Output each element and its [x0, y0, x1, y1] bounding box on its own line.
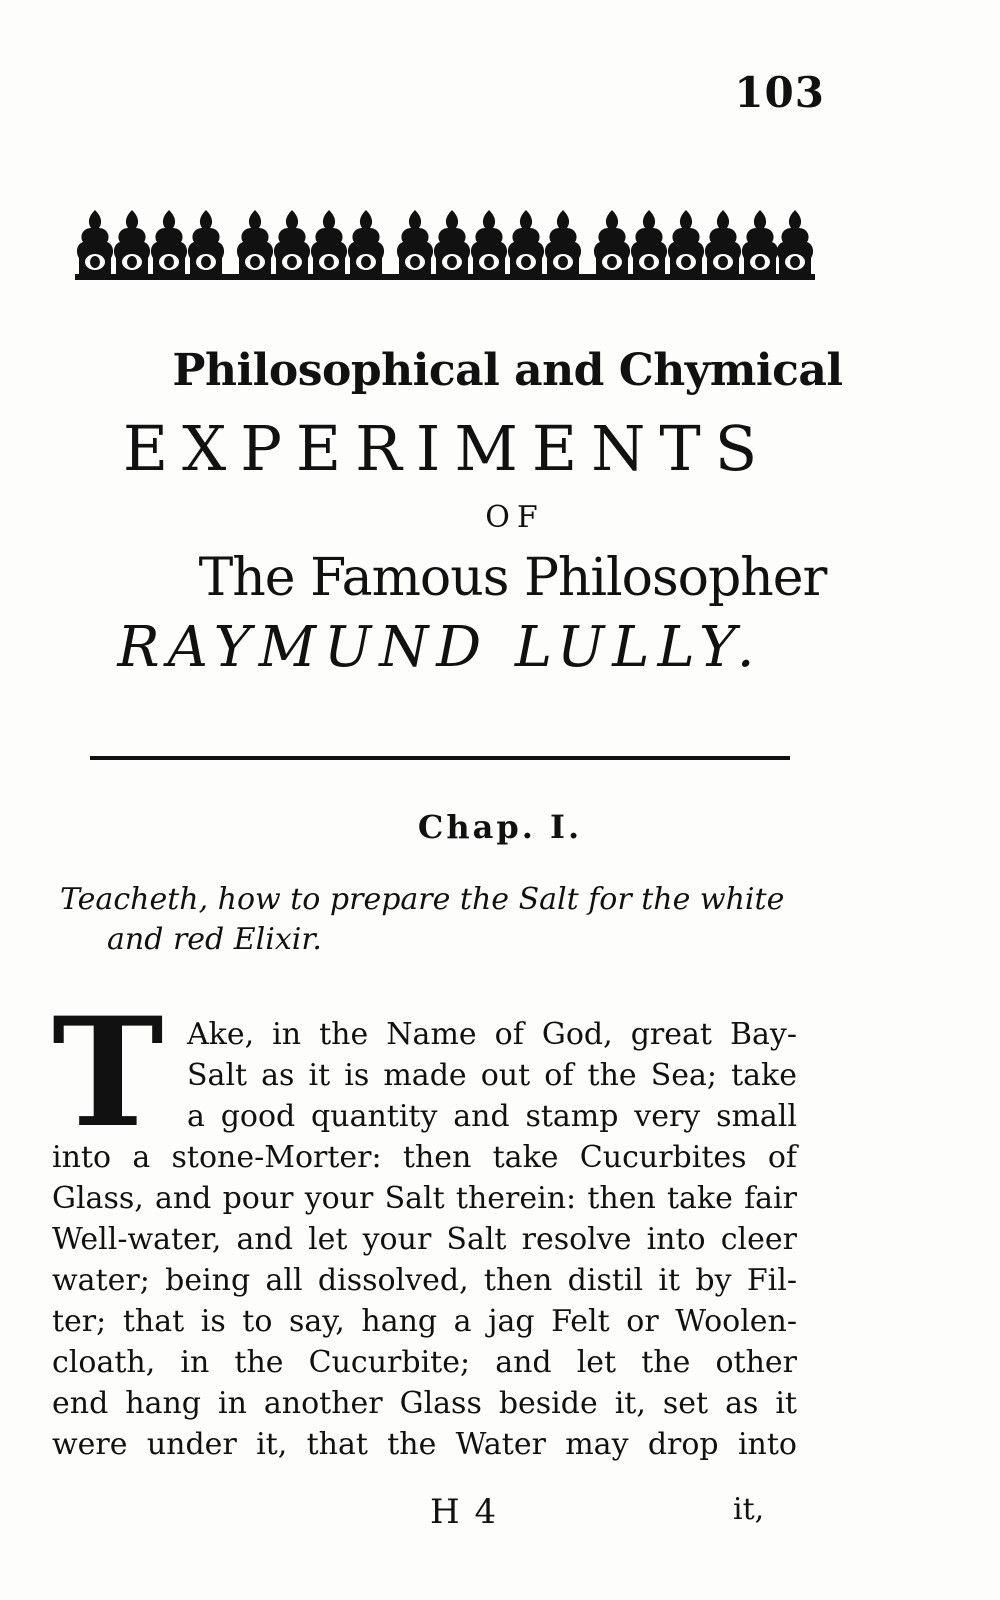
body-line: Salt as it is made out of the Sea; take [187, 1058, 797, 1093]
horizontal-rule [90, 756, 790, 760]
body-line: Glass, and pour your Salt therein: then take fair [52, 1181, 797, 1216]
title-line-of: OF [485, 500, 545, 535]
body-line: were under it, that the Water may drop into [52, 1427, 797, 1462]
body-line: water; being all dissolved, then distil it by Fil- [52, 1263, 797, 1298]
title-line-famous-philosopher: The Famous Philosopher [198, 548, 827, 608]
body-text [52, 1014, 797, 1465]
body-line: into a stone-Morter: then take Cucurbites of [52, 1140, 797, 1175]
body-line: a good quantity and stamp very small [187, 1099, 797, 1134]
body-line: cloath, in the Cucurbite; and let the other [52, 1345, 797, 1380]
body-line: ter; that is to say, hang a jag Felt or Woolen- [52, 1304, 797, 1339]
drop-cap: T [52, 985, 164, 1161]
title-line-philosophical: Philosophical and Chymical [172, 345, 843, 396]
title-line-experiments: EXPERIMENTS [122, 412, 772, 485]
chapter-subtitle-line-1: Teacheth, how to prepare the Salt for the white [60, 882, 785, 917]
page-number: 103 [734, 68, 825, 117]
catchword: it, [733, 1492, 765, 1527]
signature-mark: H 4 [430, 1492, 499, 1532]
chapter-subtitle [60, 880, 830, 960]
title-line-raymund-lully: RAYMUND LULLY. [117, 615, 763, 680]
ornament-band [75, 202, 815, 282]
body-line: Well-water, and let your Salt resolve into cleer [52, 1222, 797, 1257]
body-line: Ake, in the Name of God, great Bay- [187, 1017, 797, 1052]
body-line: end hang in another Glass beside it, set as it [52, 1386, 797, 1421]
chapter-heading: Chap. I. [417, 808, 583, 846]
chapter-subtitle-line-2: and red Elixir. [107, 922, 322, 957]
